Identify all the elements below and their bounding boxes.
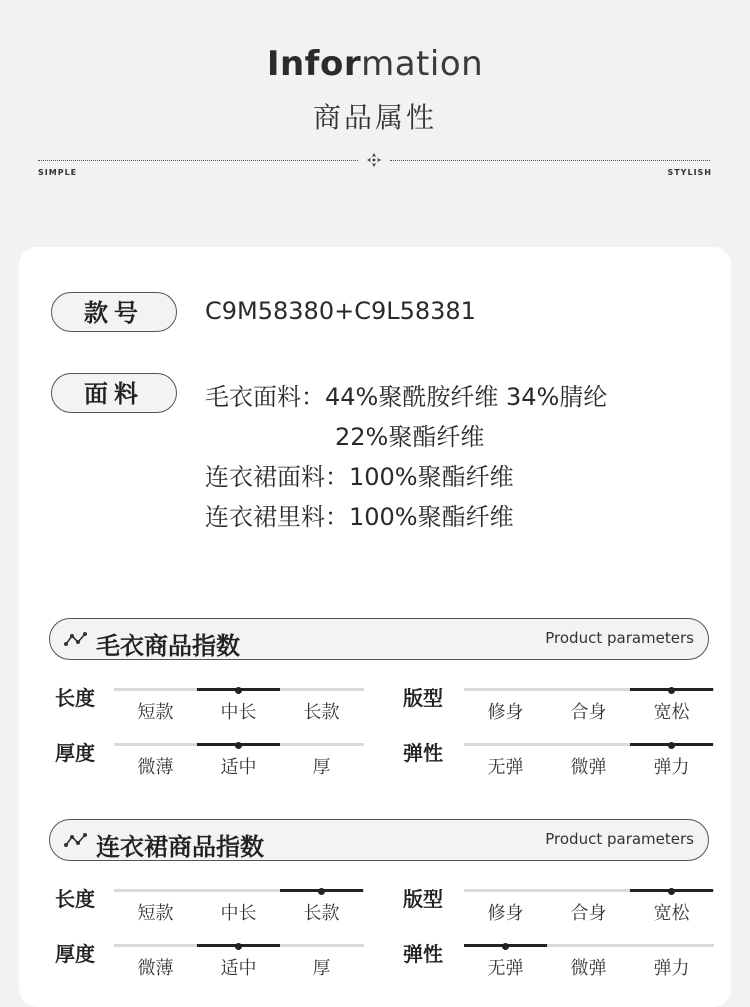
tag-simple: SIMPLE: [38, 168, 78, 177]
parameter-scale: [464, 688, 714, 723]
parameter-label: 弹性: [403, 741, 443, 765]
selected-indicator: [630, 743, 713, 746]
scale-option: 短款: [137, 702, 174, 723]
scale-option: 中长: [220, 702, 257, 723]
scale-option: 适中: [220, 757, 257, 778]
scale-option: 微薄: [137, 958, 174, 979]
parameter-scale: [464, 743, 714, 778]
selected-indicator: [280, 889, 363, 892]
style-number-value: C9M58380+C9L58381: [205, 297, 476, 325]
scale-option: 中长: [220, 903, 257, 924]
fabric-line: 连衣裙里料：100%聚酯纤维: [205, 503, 514, 531]
compass-cross-icon: [366, 152, 382, 168]
trend-icon: [64, 631, 88, 647]
scale-option: 宽松: [653, 702, 690, 723]
scale-option: 修身: [487, 903, 524, 924]
parameter-label: 版型: [403, 686, 443, 710]
fabric-line: 22%聚酯纤维: [335, 423, 485, 451]
scale-option: 微薄: [137, 757, 174, 778]
info-card: [19, 247, 731, 1007]
section-header: [49, 618, 709, 660]
parameter-scale: [114, 743, 364, 778]
parameter-scale: [114, 688, 364, 723]
parameter-scale: [114, 889, 364, 924]
selected-indicator: [197, 688, 280, 691]
scale-option: 弹力: [653, 958, 690, 979]
fabric-label: 面料: [51, 373, 177, 413]
scale-option: 长款: [303, 702, 340, 723]
divider-right: [390, 160, 710, 161]
selected-indicator: [630, 889, 713, 892]
parameter-scale: [114, 944, 364, 979]
section-title: 连衣裙商品指数: [96, 833, 264, 861]
scale-option: 合身: [570, 702, 607, 723]
scale-option: 厚: [312, 958, 331, 979]
fabric-line: 连衣裙面料：100%聚酯纤维: [205, 463, 514, 491]
scale-option: 宽松: [653, 903, 690, 924]
section-title: 毛衣商品指数: [96, 632, 240, 660]
scale-option: 微弹: [570, 757, 607, 778]
scale-option: 适中: [220, 958, 257, 979]
scale-option: 合身: [570, 903, 607, 924]
parameter-label: 版型: [403, 887, 443, 911]
title-bold: Infor: [266, 44, 362, 84]
fabric-line: 毛衣面料：44%聚酰胺纤维 34%腈纶: [205, 383, 608, 411]
section-subtitle: Product parameters: [545, 830, 694, 848]
parameter-label: 厚度: [55, 741, 95, 765]
trend-icon: [64, 832, 88, 848]
header-subtitle: 商品属性: [312, 101, 437, 134]
scale-option: 厚: [312, 757, 331, 778]
header-title: [0, 44, 750, 84]
tag-stylish: STYLISH: [667, 168, 712, 177]
section-header: [49, 819, 709, 861]
scale-option: 修身: [487, 702, 524, 723]
divider-left: [38, 160, 358, 161]
section-subtitle: Product parameters: [545, 629, 694, 647]
scale-option: 无弹: [487, 757, 524, 778]
parameter-scale: [464, 944, 714, 979]
scale-option: 弹力: [653, 757, 690, 778]
parameter-label: 长度: [55, 887, 95, 911]
selected-indicator: [197, 944, 280, 947]
selected-indicator: [464, 944, 547, 947]
scale-option: 无弹: [487, 958, 524, 979]
parameter-label: 厚度: [55, 942, 95, 966]
title-rest: mation: [361, 44, 484, 84]
selected-indicator: [197, 743, 280, 746]
scale-option: 微弹: [570, 958, 607, 979]
scale-option: 长款: [303, 903, 340, 924]
parameter-label: 弹性: [403, 942, 443, 966]
scale-option: 短款: [137, 903, 174, 924]
parameter-scale: [464, 889, 714, 924]
style-number-label: 款号: [51, 292, 177, 332]
parameter-label: 长度: [55, 686, 95, 710]
selected-indicator: [630, 688, 713, 691]
